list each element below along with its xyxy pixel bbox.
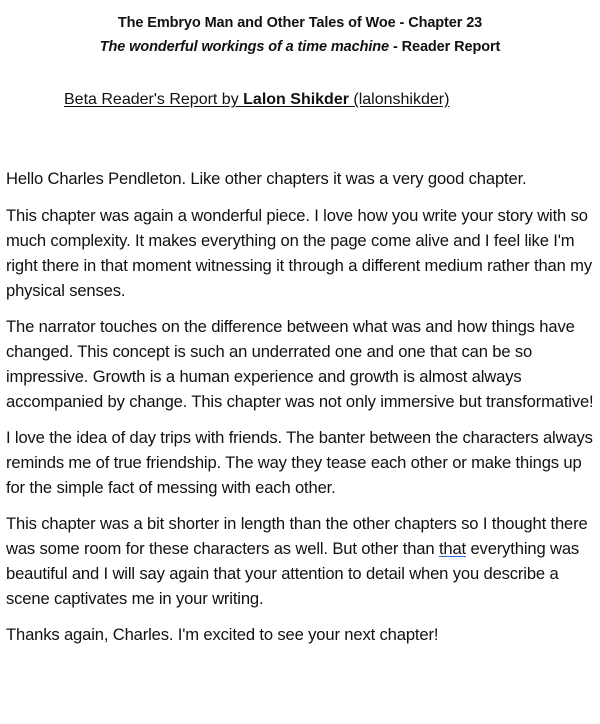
paragraph-5-start: This chapter was a bit shorter in length than the other chapters so I thought there was some room for these characters as well. But other than [6, 514, 588, 558]
report-body [6, 166, 596, 658]
paragraph-closing: Thanks again, Charles. I'm excited to see your next chapter! [6, 625, 439, 644]
chapter-name: The wonderful workings of a time machine [99, 39, 390, 55]
reader-byline [64, 89, 449, 111]
paragraph-greeting: Hello Charles Pendleton. Like other chapters it was a very good chapter. [6, 169, 527, 188]
report-title: The Embryo Man and Other Tales of Woe - Chapter 23 [117, 15, 483, 31]
report-subtitle [0, 35, 600, 59]
reader-handle: (lalonshikder) [348, 91, 450, 108]
report-header [0, 0, 600, 59]
paragraph-5-end: everything was beautiful and I will say again that your attention to detail when you describe a scene captivates me in your writing. [6, 539, 580, 608]
marked-word: that [438, 539, 467, 558]
paragraph-2: This chapter was again a wonderful piece. I love how you write your story with so much complexity. It makes everything on the page come alive and I feel like I'm right there in that moment witnessing it through a different medium rather than my physical senses. [6, 206, 592, 300]
paragraph-3: The narrator touches on the difference between what was and how things have changed. This concept is such an underrated one and one that can be so impressive. Growth is a human experience and growth is almost always accompanied by change. This chapter was not only immersive but transformative! [6, 317, 594, 411]
reader-name: Lalon Shikder [243, 91, 349, 108]
subtitle-separator: - [389, 39, 402, 55]
paragraph-4: I love the idea of day trips with friends. The banter between the characters always reminds me of true friendship. The way they tease each other or make things up for the simple fact of messing with each other. [6, 428, 593, 497]
byline-prefix: Beta Reader's Report by [64, 91, 244, 108]
report-type: Reader Report [401, 39, 501, 55]
paragraph-5 [6, 511, 596, 611]
